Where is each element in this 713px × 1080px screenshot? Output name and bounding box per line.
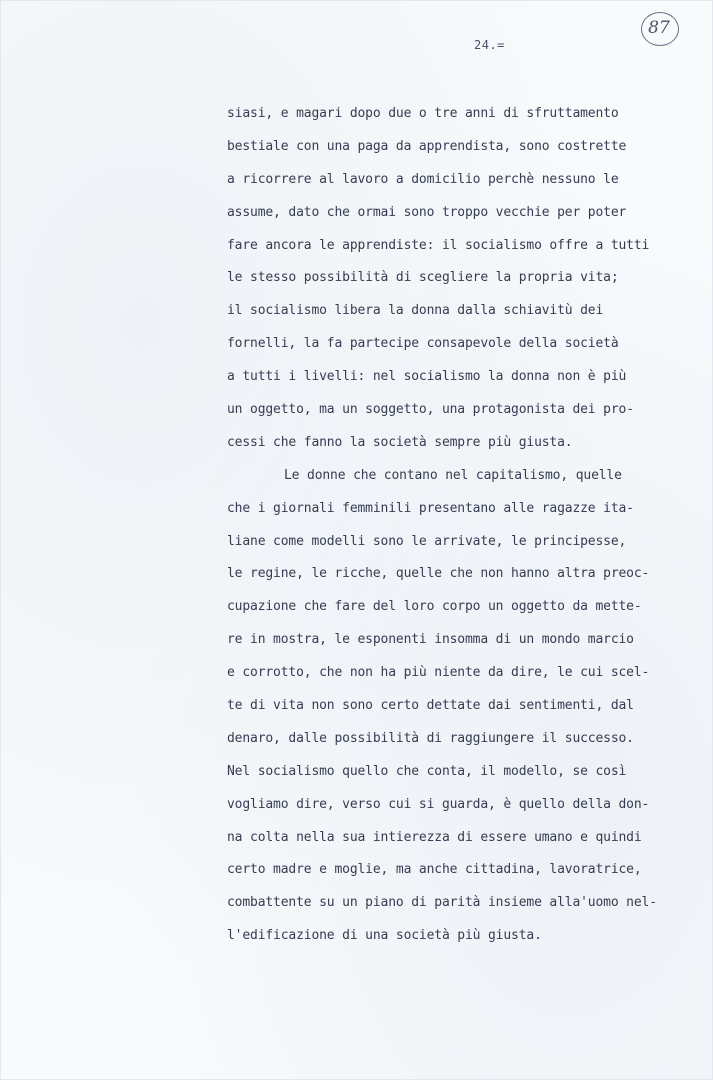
text-line: cupazione che fare del loro corpo un oggetto da mette- [227, 599, 642, 615]
text-line: vogliamo dire, verso cui si guarda, è quello della don- [227, 796, 650, 812]
text-line: a tutti i livelli: nel socialismo la donna non è più [227, 369, 627, 385]
text-line: le regine, le ricche, quelle che non hanno altra preoc- [227, 566, 650, 582]
text-line: combattente su un piano di parità insieme alla'uomo nel- [227, 895, 657, 911]
text-line: cessi che fanno la società sempre più giusta. [227, 434, 573, 450]
paragraph-start-line: Le donne che contano nel capitalismo, quelle [284, 467, 622, 483]
text-line: a ricorrere al lavoro a domicilio perchè nessuno le [227, 171, 619, 187]
text-line: denaro, dalle possibilità di raggiungere il successo. [227, 730, 634, 746]
text-line: il socialismo libera la donna dalla schiavitù dei [227, 303, 604, 319]
text-line: certo madre e moglie, ma anche cittadina, lavoratrice, [227, 862, 642, 878]
text-line: fare ancora le apprendiste: il socialismo offre a tutti [227, 237, 650, 253]
text-line: re in mostra, le esponenti insomma di un mondo marcio [227, 632, 634, 648]
body-text [227, 101, 697, 956]
text-line: un oggetto, ma un soggetto, una protagonista dei pro- [227, 402, 634, 418]
text-line: che i giornali femminili presentano alle ragazze ita- [227, 500, 634, 516]
text-line: Nel socialismo quello che conta, il modello, se così [227, 763, 627, 779]
text-line: e corrotto, che non ha più niente da dire, le cui scel- [227, 665, 650, 681]
text-line: fornelli, la fa partecipe consapevole della società [227, 336, 619, 352]
page-number: 24.= [474, 38, 505, 52]
text-line: siasi, e magari dopo due o tre anni di sfruttamento [227, 106, 619, 121]
text-line: l'edificazione di una società più giusta. [227, 928, 542, 944]
text-line: liane come modelli sono le arrivate, le principesse, [227, 533, 627, 549]
folio-number: 87 [648, 18, 670, 38]
text-line: te di vita non sono certo dettate dai sentimenti, dal [227, 698, 634, 714]
text-line: assume, dato che ormai sono troppo vecchie per poter [227, 204, 627, 220]
text-line: bestiale con una paga da apprendista, sono costrette [227, 138, 627, 154]
text-line: le stesso possibilità di scegliere la propria vita; [227, 270, 619, 286]
text-line: na colta nella sua intierezza di essere umano e quindi [227, 829, 642, 845]
